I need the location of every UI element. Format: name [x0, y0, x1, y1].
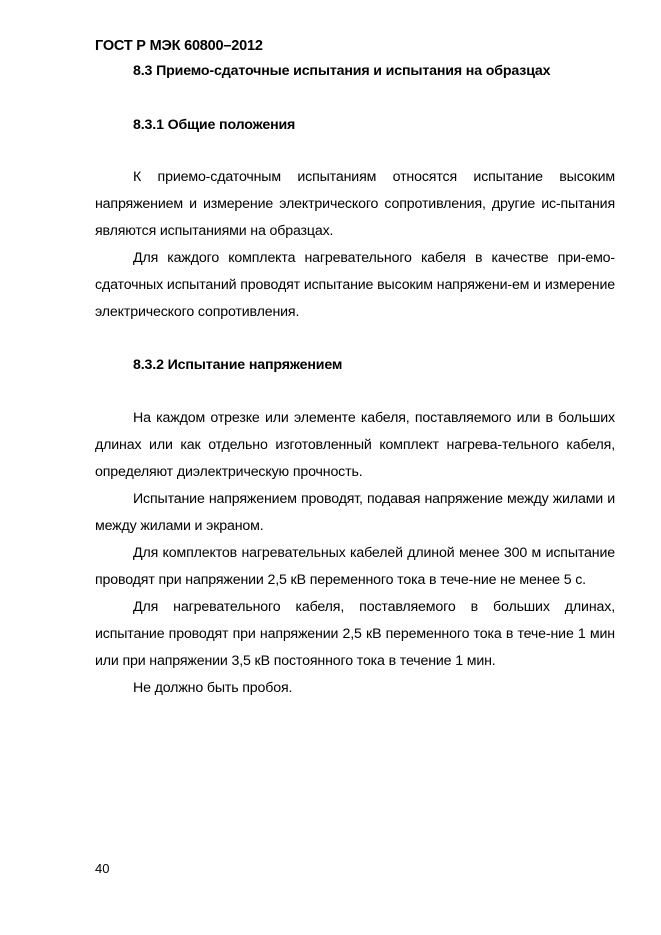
paragraph: Испытание напряжением проводят, подавая напряжение между жилами и между жилами и экраном. — [95, 491, 615, 534]
subsection-voltage-test-body — [95, 405, 615, 702]
subsection-general-body — [95, 164, 615, 326]
paragraph: Не должно быть пробоя. — [133, 680, 293, 696]
standard-code-header: ГОСТ Р МЭК 60800–2012 — [95, 38, 263, 54]
page-number: 40 — [95, 861, 110, 876]
paragraph: На каждом отрезке или элементе кабеля, поставляемого или в больших длинах или как отдельно изготовленный комплект нагрева-тельного кабеля, определяют диэлектрическую прочность. — [95, 410, 615, 480]
paragraph: Для комплектов нагревательных кабелей длиной менее 300 м испытание проводят при напряжении 2,5 кВ переменного тока в тече-ние не менее 5 с. — [95, 545, 615, 588]
paragraph: Для нагревательного кабеля, поставляемого в больших длинах, испытание проводят при напряжении 2,5 кВ переменного тока в тече-ние 1 мин или при напряжении 3,5 кВ постоянного тока в течение 1 мин. — [95, 599, 615, 669]
subsection-title-voltage-test: 8.3.2 Испытание напряжением — [133, 357, 343, 373]
section-title: 8.3 Приемо-сдаточные испытания и испытания на образцах — [133, 63, 551, 79]
subsection-title-general: 8.3.1 Общие положения — [133, 117, 296, 133]
paragraph: К приемо-сдаточным испытаниям относятся испытание высоким напряжением и измерение электрического сопротивления, другие ис-пытания являются испытаниями на образцах. — [95, 169, 615, 239]
paragraph: Для каждого комплекта нагревательного кабеля в качестве при-емо-сдаточных испытаний проводят испытание высоким напряжени-ем и измерение электрического сопротивления. — [95, 250, 615, 320]
